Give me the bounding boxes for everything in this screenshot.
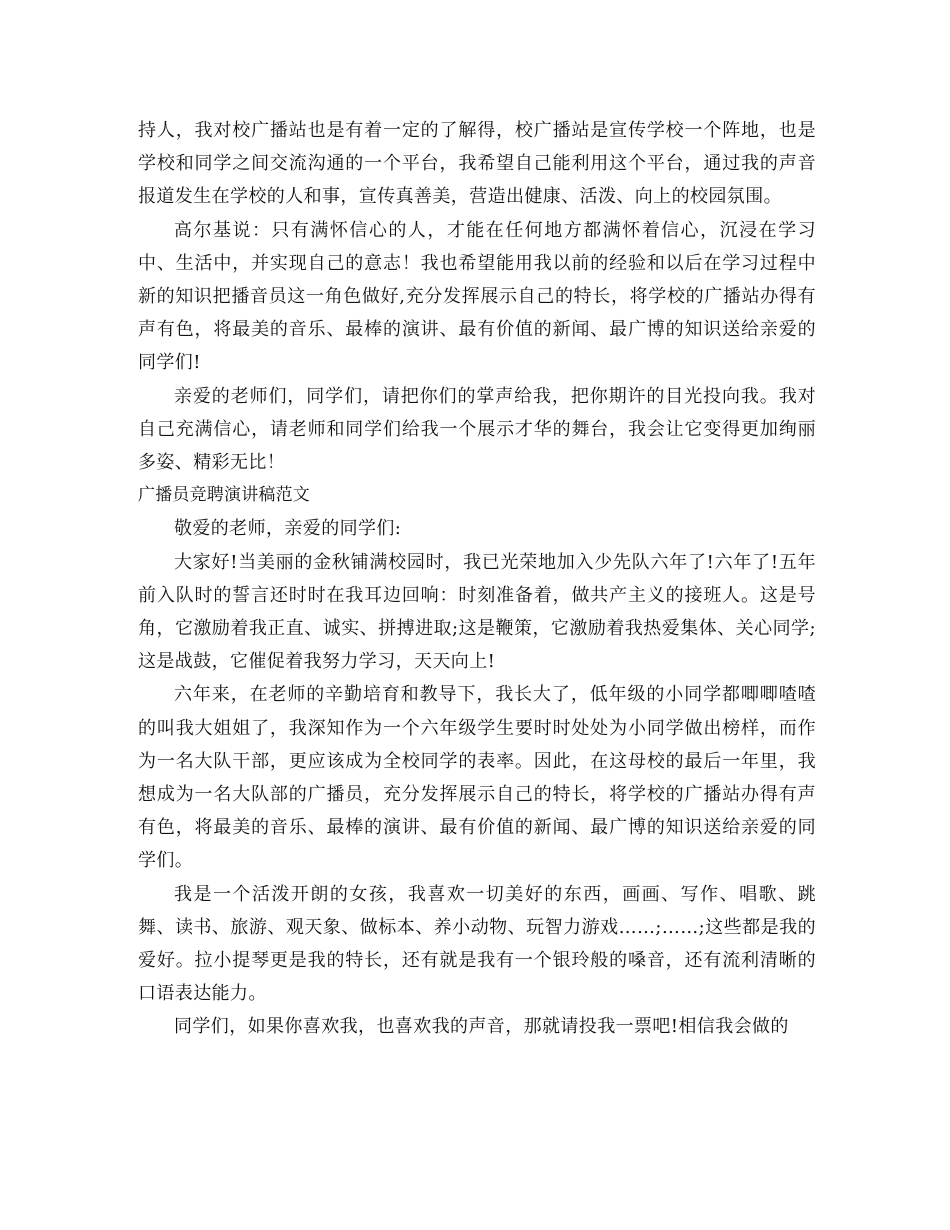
paragraph-salutation: 敬爱的老师，亲爱的同学们: [174,518,402,540]
paragraph-gorky-quote: 高尔基说：只有满怀信心的人，才能在任何地方都满怀着信心，沉浸在学习中、生活中，并实现自己的意志！我也希望能用我以前的经验和以后在学习过程中新的知识把播音员这一角色做好,充分发挥展示自己的特长，将学校的广播站办得有声有色，将最美的音乐、最棒的演讲、最有价值的新闻、最广博的知识送给亲爱的同学们! [138,219,816,374]
paragraph-greeting: 大家好!当美丽的金秋铺满校园时，我已光荣地加入少先队六年了!六年了!五年前入队时的誓言还时时在我耳边回响：时刻准备着，做共产主义的接班人。这是号角，它激励着我正直、诚实、拼搏进取;这是鞭策，它激励着我热爱集体、关心同学;这是战鼓，它催促着我努力学习，天天向上! [138,551,816,673]
paragraph-intro-continued: 持人，我对校广播站也是有着一定的了解得，校广播站是宣传学校一个阵地，也是学校和同学之间交流沟通的一个平台，我希望自己能利用这个平台，通过我的声音报道发生在学校的人和事，宣传真善美，营造出健康、活泼、向上的校园氛围。 [138,120,816,208]
paragraph-hobbies: 我是一个活泼开朗的女孩，我喜欢一切美好的东西，画画、写作、唱歌、跳舞、读书、旅游、观天象、做标本、养小动物、玩智力游戏……;……;这些都是我的爱好。拉小提琴更是我的特长，还有就是我有一个银玲般的嗓音，还有流利清晰的口语表达能力。 [138,883,816,1005]
paragraph-six-years: 六年来，在老师的辛勤培育和教导下，我长大了，低年级的小同学都唧唧喳喳的叫我大姐姐了，我深知作为一个六年级学生要时时处处为小同学做出榜样，而作为一名大队干部，更应该成为全校同学的表率。因此，在这母校的最后一年里，我想成为一名大队部的广播员，充分发挥展示自己的特长，将学校的广播站办得有声有色，将最美的音乐、最棒的演讲、最有价值的新闻、最广博的知识送给亲爱的同学们。 [138,684,816,872]
document-body [138,114,816,1044]
paragraph-closing-appeal: 亲爱的老师们，同学们，请把你们的掌声给我，把你期许的目光投向我。我对自己充满信心，请老师和同学们给我一个展示才华的舞台，我会让它变得更加绚丽多姿、精彩无比！ [138,385,816,474]
paragraph-vote-request: 同学们，如果你喜欢我，也喜欢我的声音，那就请投我一票吧!相信我会做的 [174,1016,789,1038]
section-title: 广播员竞聘演讲稿范文 [138,485,310,506]
